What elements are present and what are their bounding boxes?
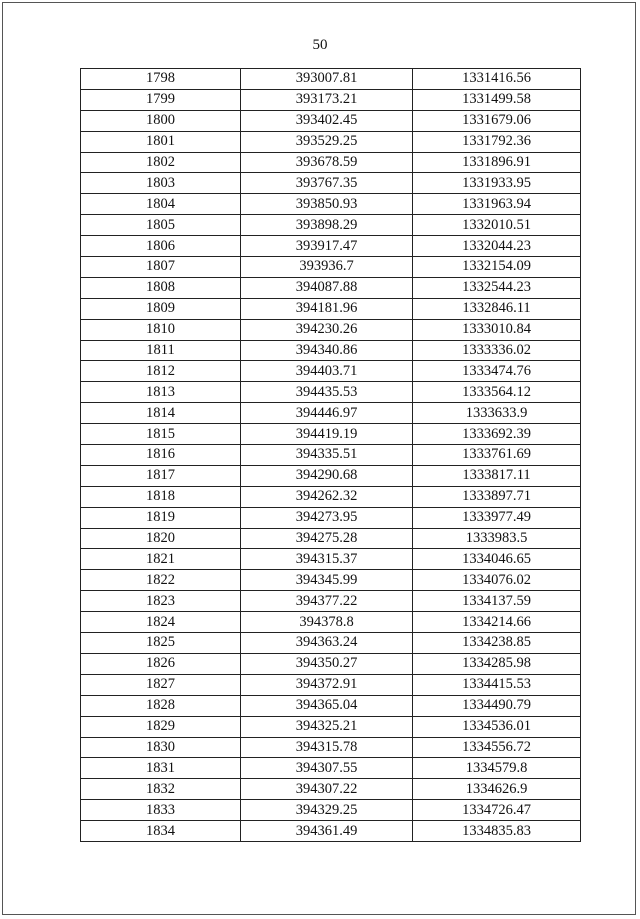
x-coordinate-cell: 394181.96 <box>241 298 413 319</box>
point-number-cell: 1808 <box>81 277 241 298</box>
x-coordinate-cell: 394315.37 <box>241 549 413 570</box>
x-coordinate-cell: 393678.59 <box>241 152 413 173</box>
y-coordinate-cell: 1333633.9 <box>413 403 581 424</box>
y-coordinate-cell: 1333897.71 <box>413 486 581 507</box>
y-coordinate-cell: 1331679.06 <box>413 110 581 131</box>
table-row <box>81 821 581 842</box>
y-coordinate-cell: 1334076.02 <box>413 570 581 591</box>
point-number-cell: 1816 <box>81 445 241 466</box>
y-coordinate-cell: 1334285.98 <box>413 653 581 674</box>
table-row <box>81 758 581 779</box>
table-row <box>81 110 581 131</box>
table-row <box>81 653 581 674</box>
table-row <box>81 612 581 633</box>
table-row <box>81 424 581 445</box>
x-coordinate-cell: 394363.24 <box>241 633 413 654</box>
y-coordinate-cell: 1333761.69 <box>413 445 581 466</box>
x-coordinate-cell: 393173.21 <box>241 89 413 110</box>
x-coordinate-cell: 394307.22 <box>241 779 413 800</box>
y-coordinate-cell: 1331933.95 <box>413 173 581 194</box>
point-number-cell: 1806 <box>81 236 241 257</box>
point-number-cell: 1826 <box>81 653 241 674</box>
x-coordinate-cell: 394325.21 <box>241 716 413 737</box>
point-number-cell: 1812 <box>81 361 241 382</box>
y-coordinate-cell: 1332846.11 <box>413 298 581 319</box>
table-row <box>81 591 581 612</box>
x-coordinate-cell: 394350.27 <box>241 653 413 674</box>
table-row <box>81 507 581 528</box>
table-row <box>81 298 581 319</box>
table-row <box>81 361 581 382</box>
point-number-cell: 1821 <box>81 549 241 570</box>
point-number-cell: 1823 <box>81 591 241 612</box>
y-coordinate-cell: 1333817.11 <box>413 465 581 486</box>
point-number-cell: 1822 <box>81 570 241 591</box>
x-coordinate-cell: 394435.53 <box>241 382 413 403</box>
table-row <box>81 194 581 215</box>
x-coordinate-cell: 394230.26 <box>241 319 413 340</box>
point-number-cell: 1828 <box>81 695 241 716</box>
table-row <box>81 633 581 654</box>
coordinates-table <box>80 68 581 842</box>
point-number-cell: 1827 <box>81 674 241 695</box>
point-number-cell: 1814 <box>81 403 241 424</box>
y-coordinate-cell: 1334579.8 <box>413 758 581 779</box>
table-row <box>81 716 581 737</box>
x-coordinate-cell: 393529.25 <box>241 131 413 152</box>
x-coordinate-cell: 394329.25 <box>241 800 413 821</box>
y-coordinate-cell: 1331896.91 <box>413 152 581 173</box>
x-coordinate-cell: 393850.93 <box>241 194 413 215</box>
y-coordinate-cell: 1332044.23 <box>413 236 581 257</box>
point-number-cell: 1805 <box>81 215 241 236</box>
x-coordinate-cell: 393936.7 <box>241 257 413 278</box>
y-coordinate-cell: 1333336.02 <box>413 340 581 361</box>
x-coordinate-cell: 394403.71 <box>241 361 413 382</box>
table-row <box>81 737 581 758</box>
x-coordinate-cell: 394262.32 <box>241 486 413 507</box>
point-number-cell: 1817 <box>81 465 241 486</box>
point-number-cell: 1834 <box>81 821 241 842</box>
y-coordinate-cell: 1334626.9 <box>413 779 581 800</box>
x-coordinate-cell: 394345.99 <box>241 570 413 591</box>
y-coordinate-cell: 1334214.66 <box>413 612 581 633</box>
x-coordinate-cell: 394275.28 <box>241 528 413 549</box>
y-coordinate-cell: 1334490.79 <box>413 695 581 716</box>
table-row <box>81 215 581 236</box>
x-coordinate-cell: 394290.68 <box>241 465 413 486</box>
point-number-cell: 1799 <box>81 89 241 110</box>
x-coordinate-cell: 393917.47 <box>241 236 413 257</box>
x-coordinate-cell: 394446.97 <box>241 403 413 424</box>
table-row <box>81 674 581 695</box>
point-number-cell: 1831 <box>81 758 241 779</box>
point-number-cell: 1832 <box>81 779 241 800</box>
y-coordinate-cell: 1333010.84 <box>413 319 581 340</box>
point-number-cell: 1820 <box>81 528 241 549</box>
point-number-cell: 1824 <box>81 612 241 633</box>
y-coordinate-cell: 1333564.12 <box>413 382 581 403</box>
point-number-cell: 1825 <box>81 633 241 654</box>
table-row <box>81 319 581 340</box>
y-coordinate-cell: 1333983.5 <box>413 528 581 549</box>
table-row <box>81 89 581 110</box>
point-number-cell: 1801 <box>81 131 241 152</box>
point-number-cell: 1829 <box>81 716 241 737</box>
point-number-cell: 1798 <box>81 69 241 90</box>
table-row <box>81 549 581 570</box>
x-coordinate-cell: 394315.78 <box>241 737 413 758</box>
x-coordinate-cell: 393402.45 <box>241 110 413 131</box>
y-coordinate-cell: 1331416.56 <box>413 69 581 90</box>
x-coordinate-cell: 394372.91 <box>241 674 413 695</box>
table-row <box>81 257 581 278</box>
y-coordinate-cell: 1331963.94 <box>413 194 581 215</box>
point-number-cell: 1811 <box>81 340 241 361</box>
y-coordinate-cell: 1334835.83 <box>413 821 581 842</box>
point-number-cell: 1809 <box>81 298 241 319</box>
point-number-cell: 1800 <box>81 110 241 131</box>
y-coordinate-cell: 1331792.36 <box>413 131 581 152</box>
x-coordinate-cell: 393898.29 <box>241 215 413 236</box>
y-coordinate-cell: 1334137.59 <box>413 591 581 612</box>
y-coordinate-cell: 1333692.39 <box>413 424 581 445</box>
x-coordinate-cell: 394365.04 <box>241 695 413 716</box>
point-number-cell: 1807 <box>81 257 241 278</box>
table-row <box>81 277 581 298</box>
y-coordinate-cell: 1332010.51 <box>413 215 581 236</box>
point-number-cell: 1810 <box>81 319 241 340</box>
point-number-cell: 1819 <box>81 507 241 528</box>
y-coordinate-cell: 1333474.76 <box>413 361 581 382</box>
x-coordinate-cell: 394378.8 <box>241 612 413 633</box>
point-number-cell: 1803 <box>81 173 241 194</box>
table-row <box>81 340 581 361</box>
y-coordinate-cell: 1334238.85 <box>413 633 581 654</box>
table-row <box>81 486 581 507</box>
table-row <box>81 236 581 257</box>
x-coordinate-cell: 394361.49 <box>241 821 413 842</box>
y-coordinate-cell: 1334726.47 <box>413 800 581 821</box>
point-number-cell: 1815 <box>81 424 241 445</box>
table-row <box>81 403 581 424</box>
y-coordinate-cell: 1332154.09 <box>413 257 581 278</box>
x-coordinate-cell: 394419.19 <box>241 424 413 445</box>
table-row <box>81 800 581 821</box>
x-coordinate-cell: 394087.88 <box>241 277 413 298</box>
table-row <box>81 131 581 152</box>
point-number-cell: 1818 <box>81 486 241 507</box>
y-coordinate-cell: 1334046.65 <box>413 549 581 570</box>
point-number-cell: 1813 <box>81 382 241 403</box>
x-coordinate-cell: 393767.35 <box>241 173 413 194</box>
x-coordinate-cell: 394307.55 <box>241 758 413 779</box>
table-row <box>81 173 581 194</box>
table-row <box>81 445 581 466</box>
point-number-cell: 1833 <box>81 800 241 821</box>
point-number-cell: 1830 <box>81 737 241 758</box>
coordinates-table-body <box>81 69 581 842</box>
table-row <box>81 779 581 800</box>
table-row <box>81 528 581 549</box>
table-row <box>81 152 581 173</box>
y-coordinate-cell: 1334536.01 <box>413 716 581 737</box>
table-row <box>81 382 581 403</box>
y-coordinate-cell: 1331499.58 <box>413 89 581 110</box>
x-coordinate-cell: 394335.51 <box>241 445 413 466</box>
x-coordinate-cell: 394377.22 <box>241 591 413 612</box>
x-coordinate-cell: 394273.95 <box>241 507 413 528</box>
table-row <box>81 465 581 486</box>
table-row <box>81 69 581 90</box>
x-coordinate-cell: 393007.81 <box>241 69 413 90</box>
y-coordinate-cell: 1334556.72 <box>413 737 581 758</box>
point-number-cell: 1802 <box>81 152 241 173</box>
table-row <box>81 695 581 716</box>
table-row <box>81 570 581 591</box>
y-coordinate-cell: 1333977.49 <box>413 507 581 528</box>
y-coordinate-cell: 1332544.23 <box>413 277 581 298</box>
page-number: 50 <box>312 37 328 53</box>
y-coordinate-cell: 1334415.53 <box>413 674 581 695</box>
x-coordinate-cell: 394340.86 <box>241 340 413 361</box>
point-number-cell: 1804 <box>81 194 241 215</box>
